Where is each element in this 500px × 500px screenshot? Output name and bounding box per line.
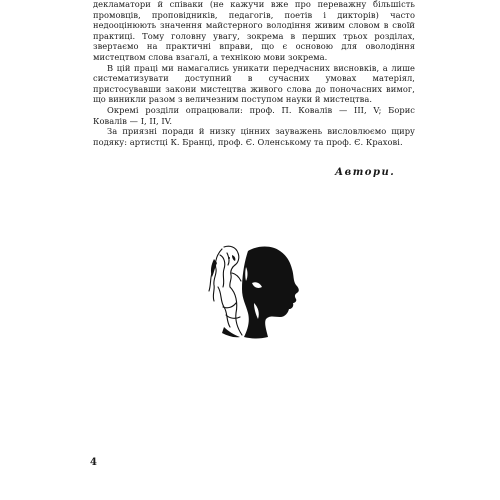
body-text [93, 0, 415, 147]
paragraph-methodology: В цій праці ми намагались уникати передчасних висновків, а лише систематизувати доступний в сучасних умовах матеріял, пристосувавши закони мистецтва живого слова до поночасних вимог, що виникли разом з величезним поступом науки й мистецтва. [93, 62, 415, 105]
page-number: 4 [90, 457, 97, 468]
paragraph-acknowledgements: За приязні поради й низку цінних зауважень висловлюємо щиру подяку: артистці К. Бранці, проф. Є. Оленському та проф. Є. Крахові. [93, 126, 415, 147]
paragraph-authorship: Окремі розділи опрацювали: проф. П. Ковалів — III, V; Борис Ковалів — I, II, IV. [93, 104, 415, 126]
authors-signature: Автори. [335, 167, 396, 178]
paragraph-continuation: декламатори й співаки (не кажучи вже про переважну більшість промовців, проповідників, педагогів, поетів і дикторів) часто недооцінюють значення майстерного володіння живим словом в своїй практиці. Тому головну увагу, зокрема в перших трьох розділах, звертаємо на практичні вправи, що є основою для оволодіння мистецтвом слова взагалі, а технікою мови зокрема. [93, 0, 415, 62]
theatre-masks-silhouette-icon [208, 243, 304, 341]
